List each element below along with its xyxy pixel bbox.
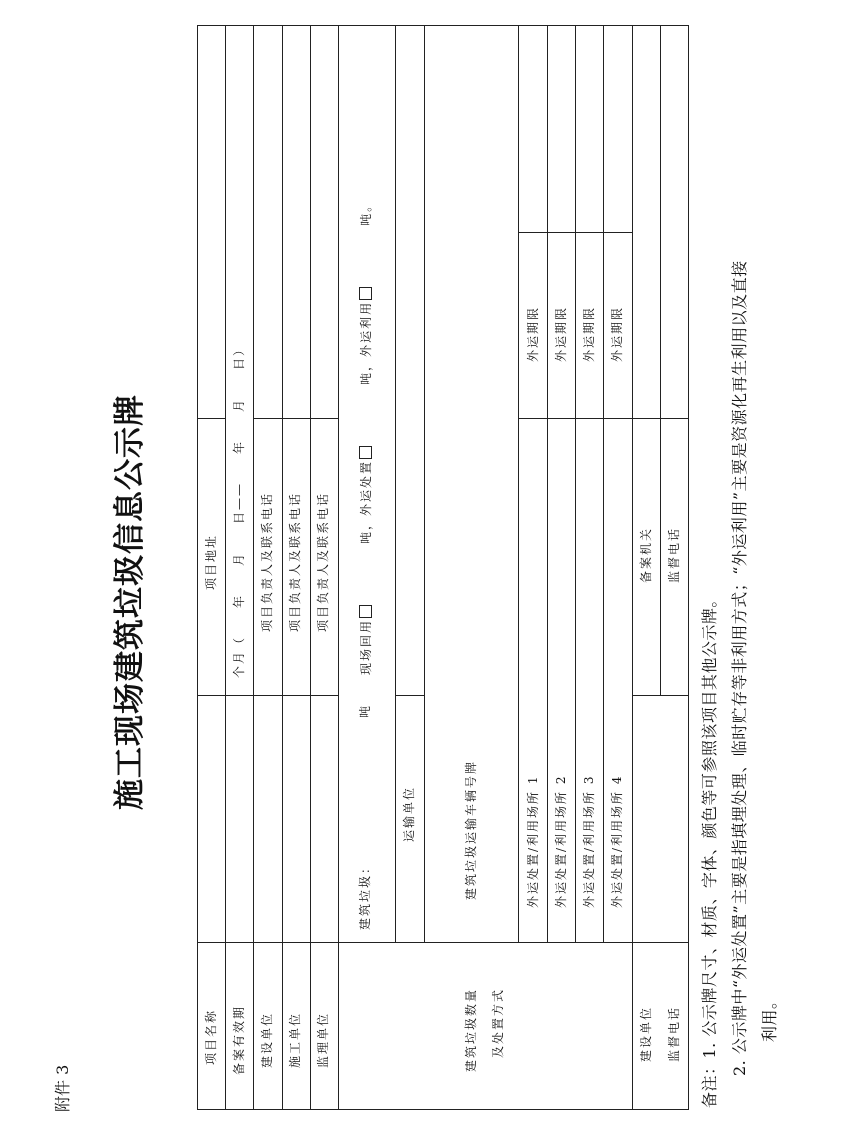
- bottom-construction-unit-label: 建设单位: [639, 1005, 653, 1062]
- external-disposal-checkbox[interactable]: [359, 446, 372, 459]
- disposal-site-1: 外运处置/利用场所 1: [526, 774, 540, 908]
- disposal-line: [359, 198, 372, 675]
- vehicle-plates-label: 建筑垃圾运输车辆号牌: [464, 759, 478, 900]
- filing-validity-text: 个月（ 年 月 日—— 年 月 日）: [232, 341, 246, 678]
- waste-ton-unit: 吨: [358, 703, 372, 718]
- waste-quantity-label: 建筑垃圾数量: [464, 987, 478, 1072]
- disposal-site-3: 外运处置/利用场所 3: [582, 774, 596, 908]
- document-title: 施工现场建筑垃圾信息公示牌: [112, 394, 148, 810]
- external-disposal-ton: 吨，: [359, 356, 373, 385]
- external-use-label: 外运利用: [359, 300, 373, 357]
- note-1: 备注：1. 公示牌尺寸、材质、字体、颜色等可参照该项目其他公示牌。: [700, 591, 719, 1108]
- project-address-label: 项目地址: [204, 533, 218, 590]
- disposal-site-4: 外运处置/利用场所 4: [610, 774, 624, 908]
- filing-authority-label: 备案机关: [639, 526, 653, 583]
- backfill-label: 现场回用: [359, 618, 373, 675]
- supervisor-unit-contact: 项目负责人及联系电话: [316, 491, 330, 632]
- builder-unit-contact: 项目负责人及联系电话: [288, 491, 302, 632]
- backfill-checkbox[interactable]: [359, 605, 372, 618]
- note-2-continued: 利用。: [760, 992, 779, 1042]
- construction-waste-label: 建筑垃圾：: [358, 859, 372, 930]
- disposal-site-4-deadline: 外运期限: [610, 305, 624, 362]
- external-disposal-label: 外运处置: [359, 459, 373, 516]
- attachment-label: 附件 3: [53, 1064, 72, 1112]
- transport-unit-label: 运输单位: [402, 785, 416, 842]
- supervisor-unit-label: 监理单位: [316, 1011, 330, 1068]
- external-use-checkbox[interactable]: [359, 287, 372, 300]
- disposal-site-1-deadline: 外运期限: [526, 305, 540, 362]
- supervision-phone-right-label: 监督电话: [667, 526, 681, 583]
- filing-validity-label: 备案有效期: [232, 1004, 246, 1075]
- disposal-method-label: 及处置方式: [491, 987, 505, 1058]
- construction-unit-label: 建设单位: [260, 1011, 274, 1068]
- backfill-ton: 吨，: [359, 515, 373, 544]
- project-name-label: 项目名称: [204, 1008, 218, 1065]
- construction-unit-contact: 项目负责人及联系电话: [260, 491, 274, 632]
- disposal-site-2-deadline: 外运期限: [554, 305, 568, 362]
- note-2: 2. 公示牌中“外运处置”主要是指填埋处理、临时贮存等非利用方式；“外运利用”主要是资源化再生利用以及直接: [730, 260, 749, 1076]
- disposal-site-3-deadline: 外运期限: [582, 305, 596, 362]
- supervision-phone-left-label: 监督电话: [667, 1005, 681, 1062]
- external-use-ton: 吨。: [359, 197, 373, 226]
- disposal-site-2: 外运处置/利用场所 2: [554, 774, 568, 908]
- builder-unit-label: 施工单位: [288, 1011, 302, 1068]
